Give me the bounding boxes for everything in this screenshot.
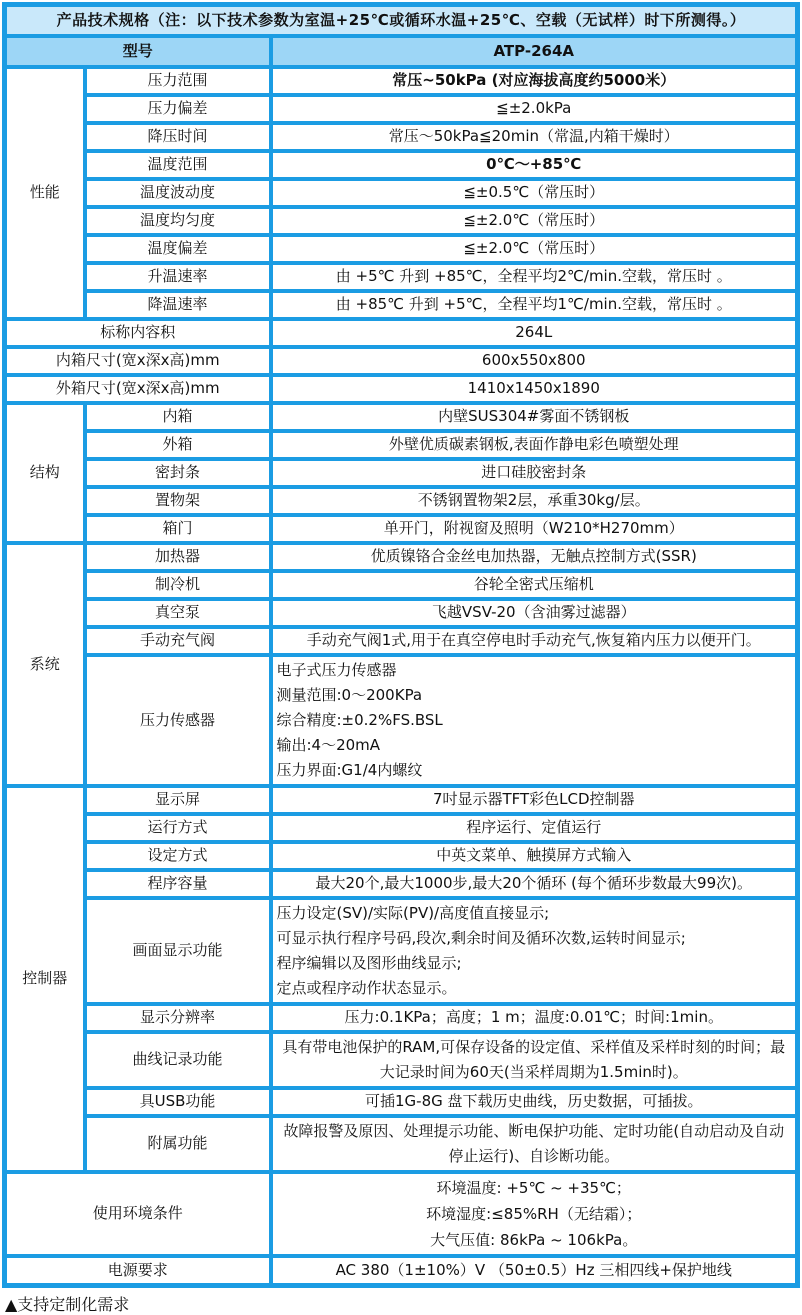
row-label: 附属功能: [85, 1116, 271, 1172]
row-label: 升温速率: [85, 263, 271, 291]
row-label: 温度范围: [85, 151, 271, 179]
value-line: 压力设定(SV)/实际(PV)/高度值直接显示;: [276, 903, 550, 922]
row-pressure-range: [5, 67, 798, 95]
row-value: 故障报警及原因、处理提示功能、断电保护功能、定时功能(自动启动及自动停止运行)、自诊断功能。: [271, 1116, 798, 1172]
row-value: [271, 655, 798, 786]
row-value: 不锈钢置物架2层，承重30kg/层。: [271, 487, 798, 515]
row-inner-dimensions: [5, 347, 798, 375]
row-label: 手动充气阀: [85, 627, 271, 655]
row-value: ≦±2.0kPa: [271, 95, 798, 123]
row-label: 画面显示功能: [85, 898, 271, 1004]
row-value: 0℃～+85℃: [271, 151, 798, 179]
row-value: ≦±2.0℃（常压时）: [271, 207, 798, 235]
customization-note: ▲支持定制化需求: [5, 1295, 130, 1314]
row-outer-box: [5, 431, 798, 459]
value-line: 压力界面:G1/4内螺纹: [276, 760, 423, 779]
row-heatup-rate: [5, 263, 798, 291]
row-label: 制冷机: [85, 571, 271, 599]
model-value: ATP-264A: [271, 36, 798, 67]
section-performance: 性能: [5, 67, 85, 319]
row-vacuum-pump: [5, 599, 798, 627]
row-label: 显示屏: [85, 786, 271, 814]
row-usb-function: [5, 1088, 798, 1116]
row-value: AC 380（1±10%）V （50±0.5）Hz 三相四线+保护地线: [271, 1256, 798, 1286]
row-manual-inflation-valve: [5, 627, 798, 655]
row-label: 外箱: [85, 431, 271, 459]
row-label: 温度偏差: [85, 235, 271, 263]
row-value: 最大20个,最大1000步,最大20个循环 (每个循环步数最大99次)。: [271, 870, 798, 898]
value-line: 测量范围:0〜200KPa: [276, 685, 423, 704]
row-value: 1410x1450x1890: [271, 375, 798, 403]
row-value: 由 +85℃ 升到 +5℃，全程平均1℃/min.空载，常压时 。: [271, 291, 798, 319]
row-value: ≦±0.5℃（常压时）: [271, 179, 798, 207]
row-label: 温度波动度: [85, 179, 271, 207]
section-system: 系统: [5, 543, 85, 786]
row-curve-record: [5, 1032, 798, 1088]
row-auxiliary-functions: [5, 1116, 798, 1172]
row-pressure-deviation: [5, 95, 798, 123]
row-value: 内壁SUS304#雾面不锈钢板: [271, 403, 798, 431]
section-controller: 控制器: [5, 786, 85, 1172]
row-label: 标称内容积: [5, 319, 271, 347]
row-value: 600x550x800: [271, 347, 798, 375]
section-structure: 结构: [5, 403, 85, 543]
row-inner-box: [5, 403, 798, 431]
row-model: [5, 36, 798, 67]
row-label: 设定方式: [85, 842, 271, 870]
row-label: 外箱尺寸(宽x深x高)mm: [5, 375, 271, 403]
row-operating-environment: [5, 1172, 798, 1256]
row-display-functions: [5, 898, 798, 1004]
value-line: 电子式压力传感器: [276, 660, 397, 679]
row-label: 降温速率: [85, 291, 271, 319]
spec-table: [2, 2, 800, 1288]
value-line: 大气压值: 86kPa ~ 106kPa。: [430, 1230, 638, 1249]
row-value: 可插1G-8G 盘下载历史曲线，历史数据，可插拔。: [271, 1088, 798, 1116]
row-operation-mode: [5, 814, 798, 842]
row-label: 降压时间: [85, 123, 271, 151]
value-line: 环境温度: +5℃ ~ +35℃；: [436, 1178, 631, 1197]
row-label: 运行方式: [85, 814, 271, 842]
row-label: 使用环境条件: [5, 1172, 271, 1256]
row-shelves: [5, 487, 798, 515]
row-pressure-sensor: [5, 655, 798, 786]
row-value: 264L: [271, 319, 798, 347]
value-line: 程序编辑以及图形曲线显示;: [276, 953, 462, 972]
row-label: 内箱尺寸(宽x深x高)mm: [5, 347, 271, 375]
row-value: 7吋显示器TFT彩色LCD控制器: [271, 786, 798, 814]
row-value: 由 +5℃ 升到 +85℃，全程平均2℃/min.空载，常压时 。: [271, 263, 798, 291]
row-value: 外壁优质碳素钢板,表面作静电彩色喷塑处理: [271, 431, 798, 459]
row-label: 加热器: [85, 543, 271, 571]
row-temp-fluctuation: [5, 179, 798, 207]
row-label: 密封条: [85, 459, 271, 487]
row-value: 优质镍铬合金丝电加热器，无触点控制方式(SSR): [271, 543, 798, 571]
row-value: ≦±2.0℃（常压时）: [271, 235, 798, 263]
row-value: 常压～50kPa≦20min（常温,内箱干燥时）: [271, 123, 798, 151]
row-label: 显示分辨率: [85, 1004, 271, 1032]
row-value: 具有带电池保护的RAM,可保存设备的设定值、采样值及采样时刻的时间；最大记录时间为60天(当采样周期为1.5min时)。: [271, 1032, 798, 1088]
row-value: 单开门，附视窗及照明（W210*H270mm）: [271, 515, 798, 543]
row-value: 中英文菜单、触摸屏方式输入: [271, 842, 798, 870]
value-line: 定点或程序动作状态显示。: [276, 978, 457, 997]
row-label: 电源要求: [5, 1256, 271, 1286]
row-refrigerator: [5, 571, 798, 599]
row-outer-dimensions: [5, 375, 798, 403]
row-value: 常压~50kPa (对应海拔高度约5000米）: [271, 67, 798, 95]
row-power-requirement: [5, 1256, 798, 1286]
row-display-screen: [5, 786, 798, 814]
row-label: 曲线记录功能: [85, 1032, 271, 1088]
row-cooldown-rate: [5, 291, 798, 319]
row-label: 具USB功能: [85, 1088, 271, 1116]
row-chamber-door: [5, 515, 798, 543]
value-line: 输出:4〜20mA: [276, 735, 381, 754]
row-value: 进口硅胶密封条: [271, 459, 798, 487]
row-heater: [5, 543, 798, 571]
table-title-row: [5, 5, 798, 36]
row-label: 内箱: [85, 403, 271, 431]
row-value: 手动充气阀1式,用于在真空停电时手动充气,恢复箱内压力以便开门。: [271, 627, 798, 655]
row-temp-range: [5, 151, 798, 179]
row-setting-mode: [5, 842, 798, 870]
row-label: 箱门: [85, 515, 271, 543]
row-label: 程序容量: [85, 870, 271, 898]
row-temp-deviation: [5, 235, 798, 263]
row-program-capacity: [5, 870, 798, 898]
row-value: 压力:0.1KPa；高度；1 m；温度:0.01℃；时间:1min。: [271, 1004, 798, 1032]
row-pumpdown-time: [5, 123, 798, 151]
row-label: 真空泵: [85, 599, 271, 627]
row-label: 温度均匀度: [85, 207, 271, 235]
model-label: 型号: [5, 36, 271, 67]
row-label: 置物架: [85, 487, 271, 515]
row-label: 压力范围: [85, 67, 271, 95]
row-value: [271, 1172, 798, 1256]
row-value: [271, 898, 798, 1004]
row-label: 压力传感器: [85, 655, 271, 786]
row-value: 谷轮全密式压缩机: [271, 571, 798, 599]
row-value: 程序运行、定值运行: [271, 814, 798, 842]
page-title: 产品技术规格（注：以下技术参数为室温+25℃或循环水温+25℃、空载（无试样）时下所测得。）: [5, 5, 798, 36]
value-line: 环境湿度:≤85%RH（无结霜）；: [426, 1204, 642, 1223]
value-line: 可显示执行程序号码,段次,剩余时间及循环次数,运转时间显示;: [276, 928, 686, 947]
value-line: 综合精度:±0.2%FS.BSL: [276, 710, 443, 729]
row-nominal-volume: [5, 319, 798, 347]
row-value: 飞越VSV-20（含油雾过滤器）: [271, 599, 798, 627]
row-temp-uniformity: [5, 207, 798, 235]
row-label: 压力偏差: [85, 95, 271, 123]
row-display-resolution: [5, 1004, 798, 1032]
row-sealing-strip: [5, 459, 798, 487]
